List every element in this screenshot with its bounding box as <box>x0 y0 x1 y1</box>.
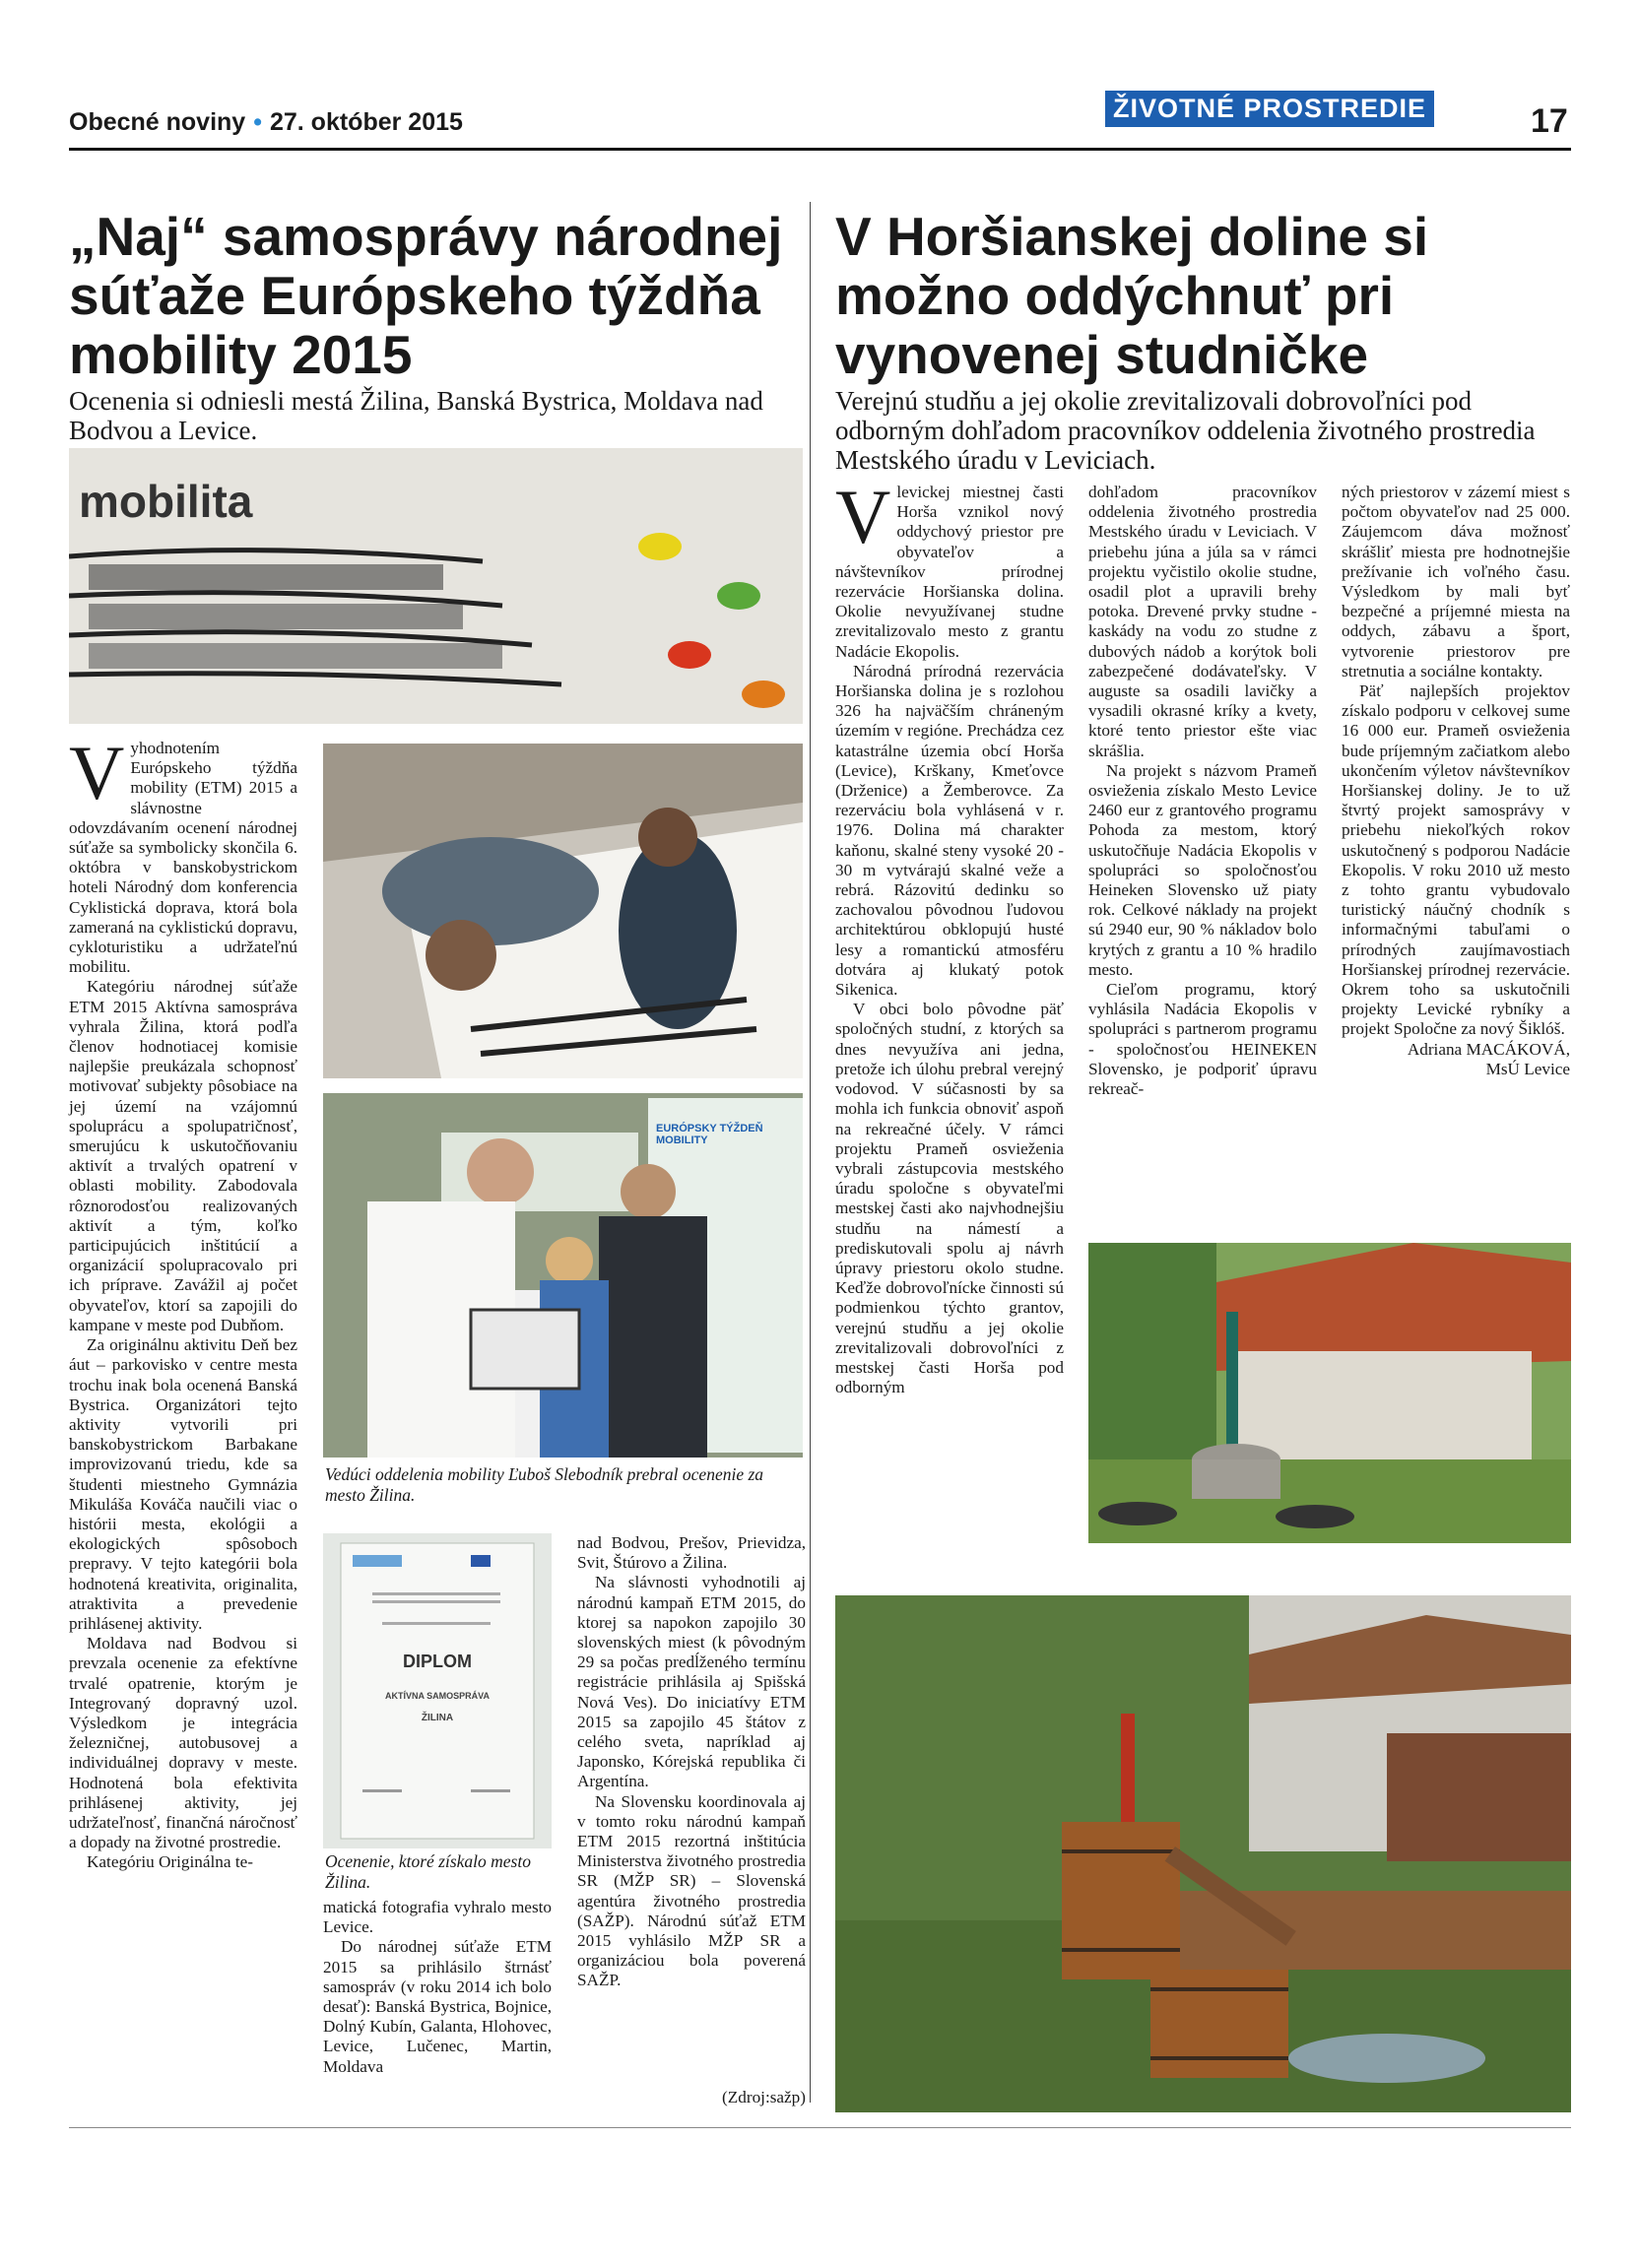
left-article-lead: Ocenenia si odniesli mestá Žilina, Banská Bystrica, Moldava nad Bodvou a Levice. <box>69 386 763 445</box>
caption-diplom: Ocenenie, ktoré získalo mesto Žilina. <box>325 1851 531 1892</box>
author-org: MsÚ Levice <box>1485 1059 1570 1078</box>
right-col2-p1: dohľadom pracovníkov oddelenia životného prostredia Mestského úradu v Leviciach. V priebehu júna a júla sa v rámci projektu vyčistilo okolie studne, osadil plot a upravili brehy potoka. Drevené prvky studne - kaskády na vodu zo studne z dubových nádob a korýtok boli zabezpečené dodávateľsky. V auguste sa osadili lavičky a vysadili okrasné kríky a kvety, ktoré tento priestor ešte viac skrášlia. <box>1088 483 1317 760</box>
mobilita-text: mobilita <box>79 476 253 527</box>
right-article-title: V Horšianskej doline si možno oddýchnuť pri vynovenej studničke <box>835 206 1429 385</box>
left-col3-p1: nad Bodvou, Prešov, Prievidza, Svit, Štúrovo a Žilina. <box>577 1533 806 1573</box>
left-col1-p5: Kategóriu Originálna te- <box>87 1852 253 1872</box>
left-article-title: „Naj“ samosprávy národnej súťaže Európskeho týždňa mobility 2015 <box>69 206 783 385</box>
left-dropcap: V <box>69 730 125 815</box>
right-col-2 <box>1088 483 1317 1099</box>
right-col2-p3: Cieľom programu, ktorý vyhlásila Nadácia Ekopolis v spolupráci s partnerom programu - spoločnosťou HEINEKEN Slovensko, je podporiť úpravu rekreač- <box>1088 980 1317 1099</box>
author-name: Adriana MACÁKOVÁ, <box>1407 1039 1570 1059</box>
left-col2-p2: Do národnej súťaže ETM 2015 sa prihlásilo štrnásť samospráv (v roku 2014 ich bolo desať): Banská Bystrica, Bojnice, Dolný Kubín, Galanta, Hlohovec, Levice, Lučenec, Martin, Moldava <box>323 1937 552 2076</box>
right-dropcap: V <box>835 474 891 559</box>
page-number: 17 <box>1531 102 1568 140</box>
right-col3-p2: Päť najlepších projektov získalo podporu v celkovej sume 16 000 eur. Prameň osvieženia bude príjemným začiatkom alebo ukončením výletov návštevníkov Horšianskej doliny. Je to už štvrtý projekt samosprávy v priebehu niekoľkých rokov uskutočnený s podporou Nadácie Ekopolis. V roku 2010 už mesto z tohto grantu vybudovalo turistický náučný chodník s informačnými tabuľami o prírodných zaujímavostiach Horšianskej prírodnej rezervácie. Okrem toho sa uskutočnili projekty Levické rybníky a projekt Spoločne za nový Šiklóš. <box>1342 681 1570 1039</box>
left-col1-p2: Kategóriu národnej súťaže ETM 2015 Aktívna samospráva vyhrala Žilina, ktorá podľa členov hodnotiacej komisie najlepšie preukázala schopnosť motivovať subjekty pôsobiace na jej území na vzájomnú spoluprácu a spolupatričnosť, smerujúcu k uskutočňovaniu aktivít a trvalých opatrení v oblasti mobility. Zabodovala rôznorodosťou realizovaných aktivít a tým, koľko participujúcich inštitúcií a organizácií spolupracovalo pri ich príprave. Zavážil aj počet obyvateľov, ktorí sa zapojili do kampane v meste pod Dubňom. <box>69 977 297 1334</box>
left-col1-p3: Za originálnu aktivitu Deň bez áut – parkovisko v centre mesta trochu inak bola ocenená Banská Bystrica. Organizátori tejto aktivity vytvorili pri banskobystrickom Barbakane improvizovanú triedu, kde sa študenti miestneho Gymnázia Mikuláša Kováča naučili viac o histórii mesta, ekológii a ekologických spôsoboch prepravy. V tejto kategórii bola hodnotená kreativita, originalita, atraktivita a prevedenie prihlásenej aktivity. <box>69 1335 297 1633</box>
right-col2-p2: Na projekt s názvom Prameň osvieženia získalo Mesto Levice 2460 eur z grantového programu Pohoda za mestom, ktorý uskutočňuje Nadácia Ekopolis v spolupráci so spoločnosťou Heineken Slovensko už piaty rok. Celkové náklady na projekt sú 2940 eur, 90 % nákladov bolo krytých z grantu a 10 % hradilo mesto. <box>1088 760 1317 979</box>
right-col3-p1: ných priestorov v zázemí miest s počtom obyvateľov nad 25 000. Záujemcom dáva možnosť skrášliť miesta pre hodnotnejšie prežívanie ich voľného času. Výsledkom by mali byť bezpečné a príjemné miesta na oddych, zábavu a šport, vytvorenie priestorov pre stretnutia a sociálne kontakty. <box>1342 483 1570 680</box>
right-col-3 <box>1342 483 1570 1079</box>
issue-date: 27. október 2015 <box>269 108 463 136</box>
photo-water-pump <box>1088 1243 1571 1543</box>
left-col2-p1: matická fotografia vyhralo mesto Levice. <box>323 1898 552 1937</box>
caption-award: Vedúci oddelenia mobility Ľuboš Slebodník prebral ocenenie za mesto Žilina. <box>325 1464 764 1505</box>
left-col3-p2: Na slávnosti vyhodnotili aj národnú kampaň ETM 2015, do ktorej sa napokon zapojilo 30 slovenských miest (k pôvodným 29 sa počas predĺženého termínu registrácie prihlásila aj Spišská Nová Ves). Do iniciatívy ETM 2015 sa zapojilo 45 štátov z celého sveta, napríklad aj Japonsko, Kórejská republika či Argentína. <box>577 1573 806 1791</box>
right-col-1 <box>835 474 1064 1397</box>
photo-award-ceremony <box>323 1093 803 1458</box>
diplom-category: AKTÍVNA SAMOSPRÁVA <box>384 1691 490 1701</box>
header-rule <box>69 148 1571 151</box>
left-col-3 <box>577 1533 806 1991</box>
right-col1-p2: Národná prírodná rezervácia Horšianska dolina je s rozlohou 326 ha najväčším chráneným územím v regióne. Prechádza cez katastrálne územia obcí Horša (Levice), Krškany, Kmeťovce (Drženice) a Žemberovce. Za rezerváciu bola vyhlásená v r. 1976. Dolina má charakter kaňonu, skalné steny vysoké 20 - 30 m vytvárajú skalné veže a rebrá. Rázovitú dedinku so zachovalou pôvodnou ľudovou architektúrou obklopujú husté lesy a romantickú atmosféru dotvára aj klukatý potok Sikenica. <box>835 661 1064 1000</box>
bullet: • <box>253 108 262 136</box>
left-col-1 <box>69 730 297 1873</box>
right-col1-p3: V obci bolo pôvodne päť spoločných studní, z ktorých sa dnes nevyužíva ani jedna, pretože ich úlohu prebral verejný vodovod. V súčasnosti by sa mohla ich funkcia obnoviť aspoň na rekreačné účely. V rámci projektu Prameň osvieženia vybrali zástupcovia mestského úradu spoločne s obyvateľmi mestskej časti ako najvhodnejšiu studňu na námestí a prediskutovali spolu aj návrh úpravy priestoru okolo studne. Keďže dobrovoľnícke činnosti sú podmienkou týchto grantov, verejnú studňu a jej okolie zrevitalizovali dobrovoľníci z mestskej časti Horša pod odborným <box>835 1000 1064 1397</box>
right-article-lead: Verejnú studňu a jej okolie zrevitalizovali dobrovoľníci pod odborným dohľadom pracovníkov oddelenia životného prostredia Mestského úradu v Leviciach. <box>835 386 1536 475</box>
paper-name: Obecné noviny <box>69 108 246 136</box>
photo-wooden-cascade <box>835 1595 1571 2112</box>
left-col1-p1: yhodnotením Európskeho týždňa mobility (ETM) 2015 a slávnostne odovzdávaním ocenení národnej súťaže sa symbolicky skončila 6. októbra v banskobystrickom hoteli Národný dom konferencia Cyklistická doprava, ktorá bola zameraná na cyklistickú dopravu, cykloturistiku a udržateľnú mobilitu. <box>69 739 297 977</box>
diplom-title: DIPLOM <box>403 1652 472 1671</box>
masthead <box>69 108 463 137</box>
right-col1-p1: levickej miestnej časti Horša vznikol nový oddychový priestor pre obyvateľov a návštevníkov prírodnej rezervácie Horšianska dolina. Okolie nevyužívanej studne zrevitalizovalo mesto z grantu Nadácie Ekopolis. <box>835 483 1064 661</box>
left-col-2 <box>323 1898 552 2077</box>
photo-diplom <box>323 1533 552 1848</box>
diplom-city: ŽILINA <box>421 1713 454 1723</box>
footer-rule <box>69 2127 1571 2128</box>
photo-drawing-event <box>323 744 803 1078</box>
left-col3-p3: Na Slovensku koordinovala aj v tomto roku národnú kampaň ETM 2015 rezortná inštitúcia Ministerstva životného prostredia SR (MŽP SR) – Slovenská agentúra životného prostredia (SAŽP). Národnú súťaž ETM 2015 vyhlásilo MŽP SR a organizáciou bola poverená SAŽP. <box>577 1791 806 1990</box>
banner-text: EURÓPSKY TÝŽDEŇ MOBILITY <box>656 1123 763 1146</box>
photo-mobilita-label-layer <box>69 448 803 724</box>
source-credit: (Zdroj:sažp) <box>722 2088 806 2106</box>
column-divider <box>810 202 811 2103</box>
section-label: ŽIVOTNÉ PROSTREDIE <box>1105 91 1434 127</box>
left-col1-p4: Moldava nad Bodvou si prevzala ocenenie za efektívne trvalé opatrenie, ktorým je Integrovaný dopravný uzol. Výsledkom je integrácia železničnej, autobusovej a individuálnej dopravy v meste. Hodnotená bola efektivita prihlásenej aktivity, jej udržateľnosť, finančná náročnosť a dopady na životné prostredie. <box>69 1634 297 1852</box>
